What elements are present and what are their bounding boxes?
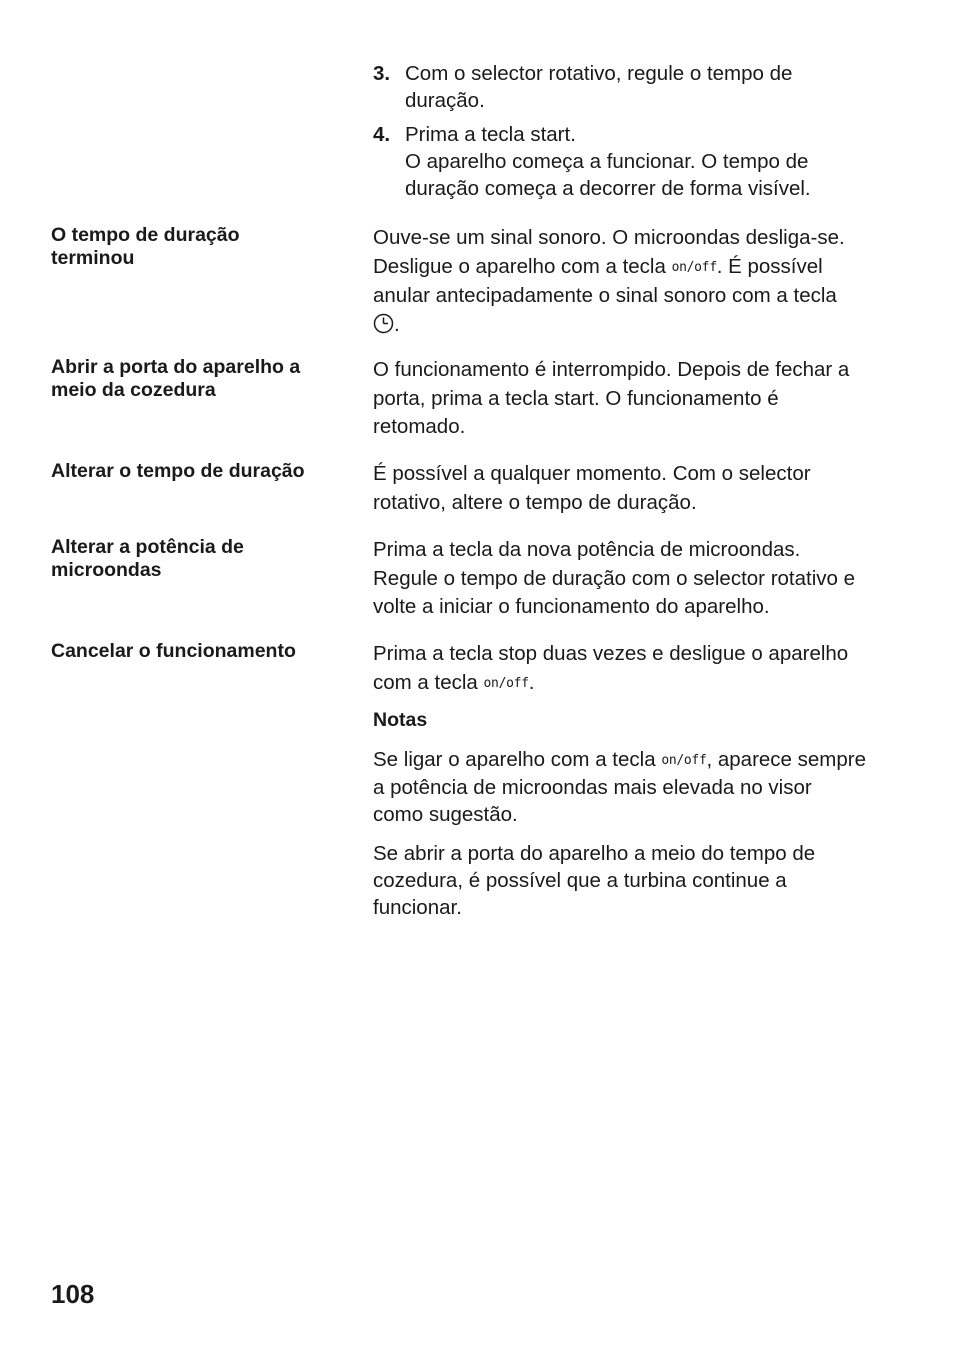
step-line: Com o selector rotativo, regule o tempo de — [405, 62, 793, 85]
note-line — [373, 746, 903, 774]
note-2 — [373, 840, 903, 921]
description-line: porta, prima a tecla start. O funcionamento é — [373, 386, 779, 410]
clock-icon — [373, 313, 394, 343]
step-text — [405, 121, 913, 202]
notes-block — [373, 706, 903, 933]
description-line: Regule o tempo de duração com o selector rotativo e — [373, 566, 856, 590]
section-heading — [51, 536, 351, 582]
heading-line: Abrir a porta do aparelho a — [51, 356, 301, 378]
step-line: Prima a tecla start. — [405, 123, 576, 146]
section-heading — [51, 356, 351, 402]
note-line: funcionar. — [373, 896, 462, 919]
description-line: O funcionamento é interrompido. Depois de fechar a — [373, 358, 850, 381]
step-line: duração. — [405, 89, 485, 112]
section-description — [373, 536, 903, 622]
note-line: a potência de microondas mais elevada no visor — [373, 776, 812, 799]
note-line: como sugestão. — [373, 803, 518, 826]
onoff-key-label: on/off — [661, 753, 707, 768]
step-line: O aparelho começa a funcionar. O tempo de — [405, 150, 809, 173]
text-span: . — [394, 312, 400, 336]
text-span: . — [528, 670, 535, 694]
description-line: Ouve-se um sinal sonoro. O microondas desliga-se. — [373, 226, 845, 249]
section-heading — [51, 640, 351, 663]
heading-line: meio da cozedura — [51, 379, 216, 401]
text-span: Desligue o aparelho com a tecla — [373, 254, 672, 278]
description-line — [373, 311, 903, 343]
page-number: 108 — [51, 1279, 95, 1309]
heading-line: Alterar o tempo de duração — [51, 460, 305, 482]
heading-line: Alterar a potência de — [51, 536, 244, 558]
description-line: volte a iniciar o funcionamento do aparelho. — [373, 595, 770, 618]
text-span: . É possível — [716, 254, 823, 278]
description-line: anular antecipadamente o sinal sonoro com a tecla — [373, 284, 837, 307]
section-description — [373, 356, 903, 442]
note-line: cozedura, é possível que a turbina continue a — [373, 869, 787, 892]
heading-line: terminou — [51, 247, 135, 269]
text-span: Se ligar o aparelho com a tecla — [373, 748, 662, 771]
heading-line: Cancelar o funcionamento — [51, 640, 296, 662]
onoff-key-label: on/off — [671, 259, 717, 275]
section-description — [373, 224, 903, 342]
description-line: rotativo, altere o tempo de duração. — [373, 490, 697, 514]
description-line: retomado. — [373, 415, 466, 438]
section-description — [373, 640, 903, 698]
step-4 — [373, 121, 913, 202]
description-line: É possível a qualquer momento. Com o selector — [373, 462, 811, 485]
text-span: , aparece sempre — [706, 748, 867, 771]
text-span: com a tecla — [373, 670, 484, 694]
notes-title: Notas — [373, 709, 428, 731]
section-description — [373, 460, 903, 517]
step-number: 4. — [373, 123, 391, 146]
heading-line: microondas — [51, 559, 162, 581]
description-line — [373, 253, 903, 283]
section-heading — [51, 460, 361, 483]
section-heading — [51, 224, 351, 270]
heading-line: O tempo de duração — [51, 224, 240, 246]
note-1 — [373, 746, 903, 828]
step-number: 3. — [373, 62, 391, 85]
onoff-key-label: on/off — [483, 675, 529, 691]
note-line: Se abrir a porta do aparelho a meio do tempo de — [373, 842, 816, 865]
description-line — [373, 669, 903, 699]
step-3 — [373, 60, 913, 114]
step-line: duração começa a decorrer de forma visível. — [405, 177, 811, 200]
step-text — [405, 60, 913, 114]
step-list — [373, 60, 913, 209]
description-line: Prima a tecla da nova potência de microondas. — [373, 538, 801, 561]
description-line: Prima a tecla stop duas vezes e desligue o aparelho — [373, 642, 849, 665]
